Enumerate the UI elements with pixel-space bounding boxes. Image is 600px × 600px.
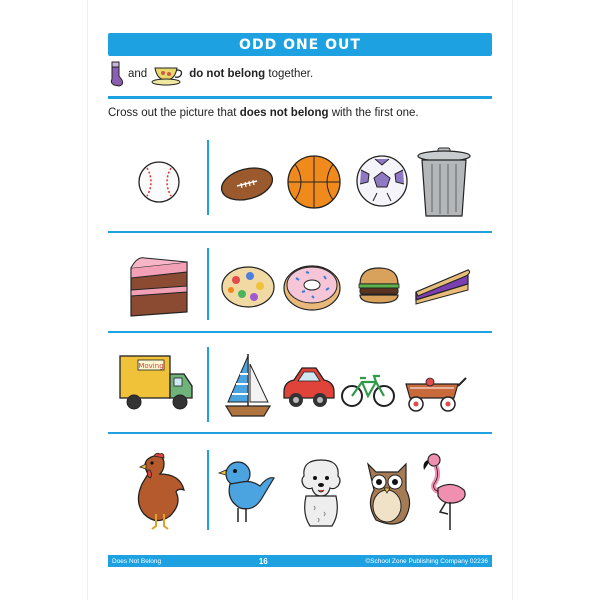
instructions-bold: does not belong bbox=[239, 107, 329, 119]
row-divider bbox=[108, 432, 492, 434]
pie-slice-icon[interactable] bbox=[412, 262, 472, 306]
sailboat-icon[interactable] bbox=[222, 350, 274, 422]
donut-icon[interactable] bbox=[282, 260, 342, 312]
owl-icon[interactable] bbox=[362, 458, 412, 528]
bluebird-icon[interactable] bbox=[218, 456, 276, 528]
bicycle-icon[interactable] bbox=[340, 368, 396, 410]
row-divider bbox=[108, 231, 492, 233]
teacup-icon bbox=[151, 62, 185, 86]
instructions-post: with the first one. bbox=[328, 107, 419, 119]
car-icon[interactable] bbox=[280, 362, 336, 410]
example-and: and bbox=[128, 68, 148, 80]
flamingo-icon[interactable] bbox=[420, 452, 470, 532]
title-banner bbox=[108, 33, 492, 56]
football-icon[interactable] bbox=[219, 164, 275, 204]
hen-icon[interactable] bbox=[130, 452, 192, 530]
cake-slice-icon[interactable] bbox=[127, 252, 191, 318]
column-divider bbox=[207, 140, 209, 215]
page-title: ODD ONE OUT bbox=[239, 36, 361, 53]
column-divider bbox=[207, 450, 209, 530]
moving-truck-icon[interactable] bbox=[116, 350, 196, 416]
example-bold: do not belong bbox=[189, 68, 266, 80]
trash-can-icon[interactable] bbox=[414, 146, 474, 220]
sock-icon bbox=[108, 61, 124, 87]
baseball-icon[interactable] bbox=[137, 160, 181, 204]
basketball-icon[interactable] bbox=[286, 154, 342, 210]
footer-copyright: ©School Zone Publishing Company 02236 bbox=[365, 557, 488, 565]
example-line bbox=[108, 60, 492, 88]
row-divider bbox=[108, 331, 492, 333]
instructions-pre: Cross out the picture that bbox=[108, 107, 240, 119]
column-divider bbox=[207, 248, 209, 320]
wagon-icon[interactable] bbox=[402, 370, 468, 414]
dog-icon[interactable] bbox=[294, 456, 348, 530]
soccer-ball-icon[interactable] bbox=[355, 154, 409, 208]
example-rest: together. bbox=[268, 68, 314, 80]
cookie-icon[interactable] bbox=[220, 264, 276, 310]
footer-topic: Does Not Belong bbox=[112, 557, 162, 565]
divider-top bbox=[108, 96, 492, 99]
truck-sign-text: Moving bbox=[138, 362, 164, 370]
footer-bar bbox=[108, 555, 492, 567]
hamburger-icon[interactable] bbox=[356, 266, 402, 306]
instructions bbox=[108, 107, 419, 119]
column-divider bbox=[207, 347, 209, 422]
page-number: 16 bbox=[258, 556, 268, 566]
